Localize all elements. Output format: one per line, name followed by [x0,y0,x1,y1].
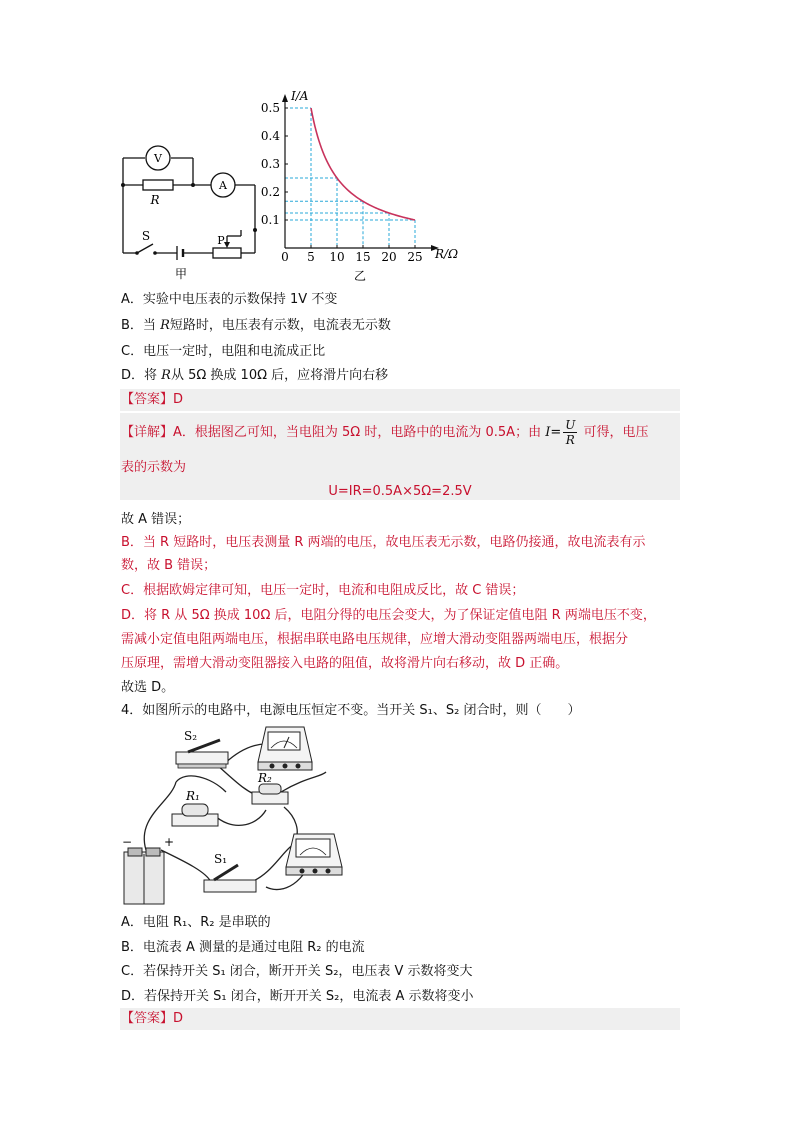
formula-eq: = [550,425,562,440]
ammeter-device [286,834,342,875]
q3-detail-a: A．根据图乙可知，当电阻为 5Ω 时，电路中的电流为 0.5A；由 [173,425,546,440]
q3-conclusion: 故选 D。 [121,680,175,695]
q3-option-d-prefix: D．将 [121,368,162,383]
y-tick-label: 0.2 [260,185,280,199]
resistor-label: R [150,193,160,207]
formula-numerator: U [565,418,576,432]
q3-answer-highlight [120,389,680,411]
switch-label: S [141,229,151,243]
q4-stem: 4．如图所示的电路中，电源电压恒定不变。当开关 S₁、S₂ 闭合时，则（ ） [121,703,581,718]
switch-s2 [176,740,228,768]
q3-equation: U=IR=0.5A×5Ω=2.5V [328,484,472,499]
formula-denominator: R [565,433,575,447]
q4-physical-circuit-figure [116,722,356,912]
q3-option-d-rest: 从 5Ω 换成 10Ω 后，应将滑片向右移 [170,368,389,383]
y-tick-label: 0.4 [260,129,280,143]
y-tick-label: 0.3 [260,157,280,171]
battery-minus-label: − [122,835,133,849]
x-axis-label: R/Ω [435,247,459,261]
q3-answer [121,391,183,409]
q4-answer [121,1010,183,1028]
voltmeter-label: V [154,152,162,165]
x-tick-label: 15 [355,250,371,264]
formula-i: I [545,425,551,440]
y-tick-label: 0.1 [260,213,280,227]
q3-option-d-r: R [161,368,171,383]
q3-answer-label: 【答案】 [121,392,174,407]
resistor-r2 [252,784,288,804]
x-tick-label: 10 [329,250,345,264]
y-axis-arrow [282,94,288,102]
q4-answer-value: D [173,1011,184,1026]
x-tick-label: 20 [381,250,397,264]
circuit-diagram-jia [115,140,275,280]
q3-detail-line-2: 表的示数为 [121,460,187,475]
q3-option-b [121,317,391,335]
q3-line-b2: 数，故 B 错误； [121,558,217,573]
s1-label: S₁ [214,852,228,866]
y-axis-label: I/A [291,89,309,103]
battery-plus-label: + [164,835,175,849]
formula-fraction [563,418,577,447]
figure-caption-jia: 甲 [174,267,188,280]
q3-line-d3: 压原理，需增大滑动变阻器接入电路的阻值，故将滑片向右移动，故 D 正确。 [121,656,569,671]
y-tick-label: 0.5 [260,101,280,115]
battery-pack [124,848,164,904]
q3-detail-a2: 可得，电压 [579,425,649,440]
switch-s1 [204,865,256,892]
x-tick-label: 5 [307,250,315,264]
q4-option-d: D．若保持开关 S₁ 闭合，断开开关 S₂，电流表 A 示数将变小 [121,989,474,1004]
figure-caption-yi: 乙 [353,269,367,283]
q3-option-b-rest: 短路时，电压表有示数，电流表无示数 [169,318,391,333]
q4-option-b: B．电流表 A 测量的是通过电阻 R₂ 的电流 [121,940,365,955]
q3-detail-label: 【详解】 [121,425,174,440]
q3-option-d [121,367,388,385]
s2-label: S₂ [184,729,198,743]
q3-line-b1: B．当 R 短路时，电压表测量 R 两端的电压，故电压表无示数，电路仍接通，故电流表有示 [121,535,646,550]
q3-line-d1: D．将 R 从 5Ω 换成 10Ω 后，电阻分得的电压会变大，为了保证定值电阻 R 两端电压不变， [121,608,656,623]
ammeter-label: A [219,179,227,192]
q3-line-c: C．根据欧姆定律可知，电压一定时，电流和电阻成反比，故 C 错误； [121,583,525,598]
q3-detail-line-1 [121,418,649,448]
x-tick-label: 0 [281,250,289,264]
q4-option-c: C．若保持开关 S₁ 闭合，断开开关 S₂，电压表 V 示数将变大 [121,964,473,979]
r1-label: R₁ [186,789,200,803]
q3-option-b-r: R [160,318,170,333]
x-tick-label: 25 [407,250,423,264]
resistor-r1 [172,804,218,826]
q3-option-c: C．电压一定时，电阻和电流成正比 [121,344,326,359]
r2-label: R₂ [258,771,272,785]
voltmeter-device [258,727,312,770]
q3-option-b-prefix: B．当 [121,318,161,333]
q3-line-d2: 需减小定值电阻两端电压，根据串联电路电压规律，应增大滑动变阻器两端电压，根据分 [121,632,629,647]
q3-answer-value: D [173,392,184,407]
q3-option-a: A．实验中电压表的示数保持 1V 不变 [121,292,338,307]
i-r-graph-yi [255,88,475,288]
q4-option-a: A．电阻 R₁、R₂ 是串联的 [121,915,271,930]
q3-line-a-end: 故 A 错误； [121,512,191,527]
slider-label: P [217,234,225,247]
q4-answer-highlight [120,1008,680,1030]
q4-answer-label: 【答案】 [121,1011,174,1026]
